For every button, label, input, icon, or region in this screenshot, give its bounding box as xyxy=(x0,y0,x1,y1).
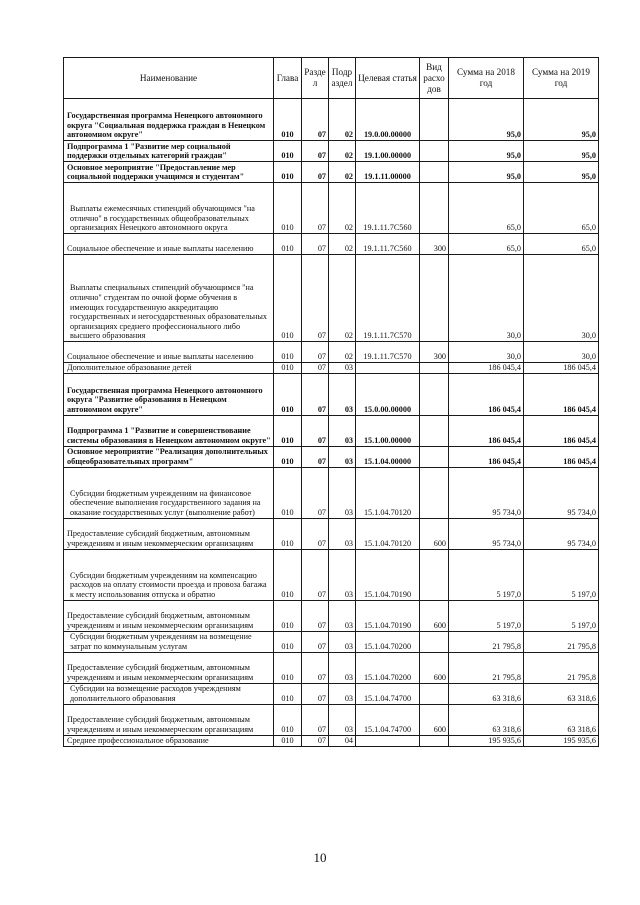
header-sum-2018: Сумма на 2018 год xyxy=(449,58,524,99)
cell-vid xyxy=(420,183,449,234)
cell-vid: 600 xyxy=(420,704,449,735)
cell-sum-2019: 186 045,4 xyxy=(524,415,599,446)
cell-podrazdel: 02 xyxy=(329,162,356,183)
cell-glava: 010 xyxy=(274,652,302,683)
header-podrazdel: Подр аздел xyxy=(329,58,356,99)
cell-glava: 010 xyxy=(274,255,302,342)
cell-vid xyxy=(420,373,449,415)
cell-razdel: 07 xyxy=(302,162,329,183)
header-statya: Целевая статья xyxy=(356,58,420,99)
cell-statya: 19.1.00.00000 xyxy=(356,141,420,162)
cell-name: Основное мероприятие "Предоставление мер социальной поддержки учащимся и студентам" xyxy=(64,162,274,183)
cell-glava: 010 xyxy=(274,704,302,735)
cell-sum-2018: 186 045,4 xyxy=(449,446,524,467)
cell-statya: 19.0.00.00000 xyxy=(356,99,420,141)
cell-podrazdel: 03 xyxy=(329,363,356,374)
cell-statya xyxy=(356,735,420,746)
cell-podrazdel: 03 xyxy=(329,518,356,549)
cell-vid: 600 xyxy=(420,600,449,631)
cell-statya: 15.1.04.70120 xyxy=(356,518,420,549)
cell-razdel: 07 xyxy=(302,683,329,704)
cell-razdel: 07 xyxy=(302,631,329,652)
cell-statya: 15.0.00.00000 xyxy=(356,373,420,415)
cell-name: Предоставление субсидий бюджетным, автономным учреждениям и иным некоммерческим организациям xyxy=(64,600,274,631)
cell-razdel: 07 xyxy=(302,467,329,518)
cell-sum-2018: 5 197,0 xyxy=(449,549,524,600)
cell-glava: 010 xyxy=(274,518,302,549)
cell-vid xyxy=(420,631,449,652)
cell-statya: 19.1.11.7С560 xyxy=(356,183,420,234)
cell-vid xyxy=(420,363,449,374)
table-row xyxy=(64,99,599,141)
cell-sum-2019: 63 318,6 xyxy=(524,683,599,704)
header-vid: Вид расхо дов xyxy=(420,58,449,99)
cell-podrazdel: 03 xyxy=(329,652,356,683)
cell-statya xyxy=(356,363,420,374)
cell-sum-2019: 21 795,8 xyxy=(524,652,599,683)
cell-glava: 010 xyxy=(274,549,302,600)
cell-sum-2018: 30,0 xyxy=(449,255,524,342)
header-name: Наименование xyxy=(64,58,274,99)
page-number: 10 xyxy=(313,850,327,865)
cell-name: Дополнительное образование детей xyxy=(64,363,274,374)
table-row xyxy=(64,631,599,652)
table-row xyxy=(64,363,599,374)
cell-glava: 010 xyxy=(274,141,302,162)
cell-sum-2018: 95 734,0 xyxy=(449,467,524,518)
cell-sum-2018: 195 935,6 xyxy=(449,735,524,746)
cell-name: Выплаты специальных стипендий обучающимся "на отлично" студентам по очной форме обучения в имеющих государственную аккредитацию государственных и негосударственных образовательных организациях среднего профессионального либо высшего образования xyxy=(64,255,274,342)
cell-statya: 15.1.04.74700 xyxy=(356,704,420,735)
cell-glava: 010 xyxy=(274,342,302,363)
cell-sum-2018: 21 795,8 xyxy=(449,652,524,683)
cell-vid: 600 xyxy=(420,518,449,549)
cell-statya: 15.1.04.70200 xyxy=(356,631,420,652)
table-body xyxy=(64,99,599,747)
table-row xyxy=(64,342,599,363)
table-row xyxy=(64,600,599,631)
cell-name: Государственная программа Ненецкого автономного округа "Социальная поддержка граждан в Ненецком автономном округе" xyxy=(64,99,274,141)
cell-vid xyxy=(420,446,449,467)
cell-podrazdel: 03 xyxy=(329,446,356,467)
table-row xyxy=(64,467,599,518)
cell-glava: 010 xyxy=(274,631,302,652)
table-row xyxy=(64,549,599,600)
cell-podrazdel: 03 xyxy=(329,549,356,600)
cell-glava: 010 xyxy=(274,683,302,704)
cell-sum-2018: 63 318,6 xyxy=(449,683,524,704)
cell-podrazdel: 02 xyxy=(329,183,356,234)
cell-name: Предоставление субсидий бюджетным, автономным учреждениям и иным некоммерческим организациям xyxy=(64,704,274,735)
cell-razdel: 07 xyxy=(302,652,329,683)
table-row xyxy=(64,735,599,746)
cell-podrazdel: 03 xyxy=(329,704,356,735)
cell-sum-2019: 95,0 xyxy=(524,99,599,141)
cell-sum-2018: 65,0 xyxy=(449,234,524,255)
cell-sum-2018: 186 045,4 xyxy=(449,415,524,446)
header-razdel: Разде л xyxy=(302,58,329,99)
cell-sum-2019: 65,0 xyxy=(524,234,599,255)
cell-sum-2018: 186 045,4 xyxy=(449,373,524,415)
cell-razdel: 07 xyxy=(302,363,329,374)
cell-vid xyxy=(420,683,449,704)
cell-glava: 010 xyxy=(274,446,302,467)
cell-name: Социальное обеспечение и иные выплаты населению xyxy=(64,234,274,255)
cell-razdel: 07 xyxy=(302,415,329,446)
cell-sum-2019: 30,0 xyxy=(524,255,599,342)
cell-vid xyxy=(420,415,449,446)
cell-sum-2018: 65,0 xyxy=(449,183,524,234)
cell-razdel: 07 xyxy=(302,518,329,549)
cell-podrazdel: 03 xyxy=(329,600,356,631)
cell-name: Социальное обеспечение и иные выплаты населению xyxy=(64,342,274,363)
cell-statya: 15.1.04.74700 xyxy=(356,683,420,704)
cell-sum-2018: 30,0 xyxy=(449,342,524,363)
cell-glava: 010 xyxy=(274,99,302,141)
cell-sum-2019: 195 935,6 xyxy=(524,735,599,746)
cell-name: Предоставление субсидий бюджетным, автономным учреждениям и иным некоммерческим организациям xyxy=(64,518,274,549)
cell-razdel: 07 xyxy=(302,255,329,342)
cell-statya: 19.1.11.7С560 xyxy=(356,234,420,255)
cell-podrazdel: 02 xyxy=(329,342,356,363)
cell-vid: 300 xyxy=(420,234,449,255)
budget-sheet xyxy=(63,57,598,747)
cell-sum-2019: 30,0 xyxy=(524,342,599,363)
cell-sum-2019: 95 734,0 xyxy=(524,518,599,549)
cell-sum-2018: 63 318,6 xyxy=(449,704,524,735)
cell-sum-2019: 65,0 xyxy=(524,183,599,234)
budget-table xyxy=(63,57,599,747)
cell-vid xyxy=(420,99,449,141)
cell-podrazdel: 03 xyxy=(329,415,356,446)
cell-sum-2018: 95,0 xyxy=(449,141,524,162)
table-row xyxy=(64,162,599,183)
cell-sum-2019: 186 045,4 xyxy=(524,373,599,415)
cell-sum-2018: 95,0 xyxy=(449,99,524,141)
cell-sum-2019: 5 197,0 xyxy=(524,600,599,631)
cell-sum-2018: 95,0 xyxy=(449,162,524,183)
cell-vid xyxy=(420,549,449,600)
cell-razdel: 07 xyxy=(302,342,329,363)
cell-sum-2019: 95 734,0 xyxy=(524,467,599,518)
cell-glava: 010 xyxy=(274,467,302,518)
cell-podrazdel: 02 xyxy=(329,255,356,342)
cell-podrazdel: 02 xyxy=(329,234,356,255)
cell-razdel: 07 xyxy=(302,735,329,746)
table-row xyxy=(64,683,599,704)
cell-vid xyxy=(420,162,449,183)
cell-glava: 010 xyxy=(274,234,302,255)
cell-name: Выплаты ежемесячных стипендий обучающимся "на отлично" в государственных общеобразовательных организациях Ненецкого автономного округа xyxy=(64,183,274,234)
cell-sum-2018: 5 197,0 xyxy=(449,600,524,631)
cell-name: Основное мероприятие "Реализация дополнительных общеобразовательных программ" xyxy=(64,446,274,467)
cell-sum-2019: 95,0 xyxy=(524,162,599,183)
cell-podrazdel: 04 xyxy=(329,735,356,746)
cell-razdel: 07 xyxy=(302,234,329,255)
cell-sum-2019: 63 318,6 xyxy=(524,704,599,735)
cell-glava: 010 xyxy=(274,162,302,183)
cell-vid: 600 xyxy=(420,652,449,683)
cell-statya: 15.1.04.70190 xyxy=(356,600,420,631)
table-row xyxy=(64,518,599,549)
header-glava: Глава xyxy=(274,58,302,99)
cell-sum-2018: 186 045,4 xyxy=(449,363,524,374)
cell-razdel: 07 xyxy=(302,600,329,631)
table-row xyxy=(64,446,599,467)
cell-razdel: 07 xyxy=(302,141,329,162)
cell-glava: 010 xyxy=(274,735,302,746)
cell-name: Субсидии на возмещение расходов учреждениям дополнительного образования xyxy=(64,683,274,704)
table-row xyxy=(64,141,599,162)
header-sum-2019: Сумма на 2019 год xyxy=(524,58,599,99)
cell-razdel: 07 xyxy=(302,183,329,234)
cell-podrazdel: 03 xyxy=(329,373,356,415)
cell-name: Предоставление субсидий бюджетным, автономным учреждениям и иным некоммерческим организациям xyxy=(64,652,274,683)
cell-glava: 010 xyxy=(274,373,302,415)
cell-vid xyxy=(420,467,449,518)
cell-vid xyxy=(420,255,449,342)
cell-razdel: 07 xyxy=(302,373,329,415)
table-row xyxy=(64,415,599,446)
cell-statya: 19.1.11.00000 xyxy=(356,162,420,183)
cell-name: Подпрограмма 1 "Развитие мер социальной поддержки отдельных категорий граждан" xyxy=(64,141,274,162)
cell-name: Субсидии бюджетным учреждениям на финансовое обеспечение выполнения государственного задания на оказание государственных услуг (выполнение работ) xyxy=(64,467,274,518)
cell-sum-2019: 186 045,4 xyxy=(524,363,599,374)
cell-sum-2019: 186 045,4 xyxy=(524,446,599,467)
cell-podrazdel: 02 xyxy=(329,141,356,162)
cell-statya: 19.1.11.7С570 xyxy=(356,255,420,342)
table-row xyxy=(64,234,599,255)
cell-vid xyxy=(420,141,449,162)
cell-razdel: 07 xyxy=(302,99,329,141)
cell-sum-2019: 5 197,0 xyxy=(524,549,599,600)
cell-sum-2018: 95 734,0 xyxy=(449,518,524,549)
table-row xyxy=(64,255,599,342)
cell-statya: 15.1.00.00000 xyxy=(356,415,420,446)
cell-sum-2019: 21 795,8 xyxy=(524,631,599,652)
cell-razdel: 07 xyxy=(302,549,329,600)
cell-glava: 010 xyxy=(274,183,302,234)
cell-statya: 15.1.04.70190 xyxy=(356,549,420,600)
cell-podrazdel: 02 xyxy=(329,99,356,141)
table-row xyxy=(64,373,599,415)
cell-name: Государственная программа Ненецкого автономного округа "Развитие образования в Ненецком автономном округе" xyxy=(64,373,274,415)
cell-glava: 010 xyxy=(274,363,302,374)
cell-glava: 010 xyxy=(274,600,302,631)
cell-vid: 300 xyxy=(420,342,449,363)
cell-name: Подпрограмма 1 "Развитие и совершенствование системы образования в Ненецком автономном округе" xyxy=(64,415,274,446)
cell-razdel: 07 xyxy=(302,704,329,735)
table-row xyxy=(64,652,599,683)
table-header-row xyxy=(64,58,599,99)
cell-statya: 15.1.04.70120 xyxy=(356,467,420,518)
cell-name: Субсидии бюджетным учреждениям на компенсацию расходов на оплату стоимости проезда и провоза багажа к месту использования отпуска и обратно xyxy=(64,549,274,600)
cell-podrazdel: 03 xyxy=(329,467,356,518)
cell-sum-2018: 21 795,8 xyxy=(449,631,524,652)
cell-name: Субсидии бюджетным учреждениям на возмещение затрат по коммунальным услугам xyxy=(64,631,274,652)
cell-razdel: 07 xyxy=(302,446,329,467)
cell-name: Среднее профессиональное образование xyxy=(64,735,274,746)
cell-glava: 010 xyxy=(274,415,302,446)
cell-podrazdel: 03 xyxy=(329,631,356,652)
cell-podrazdel: 03 xyxy=(329,683,356,704)
cell-vid xyxy=(420,735,449,746)
table-row xyxy=(64,183,599,234)
cell-sum-2019: 95,0 xyxy=(524,141,599,162)
table-row xyxy=(64,704,599,735)
cell-statya: 15.1.04.70200 xyxy=(356,652,420,683)
cell-statya: 15.1.04.00000 xyxy=(356,446,420,467)
cell-statya: 19.1.11.7С570 xyxy=(356,342,420,363)
